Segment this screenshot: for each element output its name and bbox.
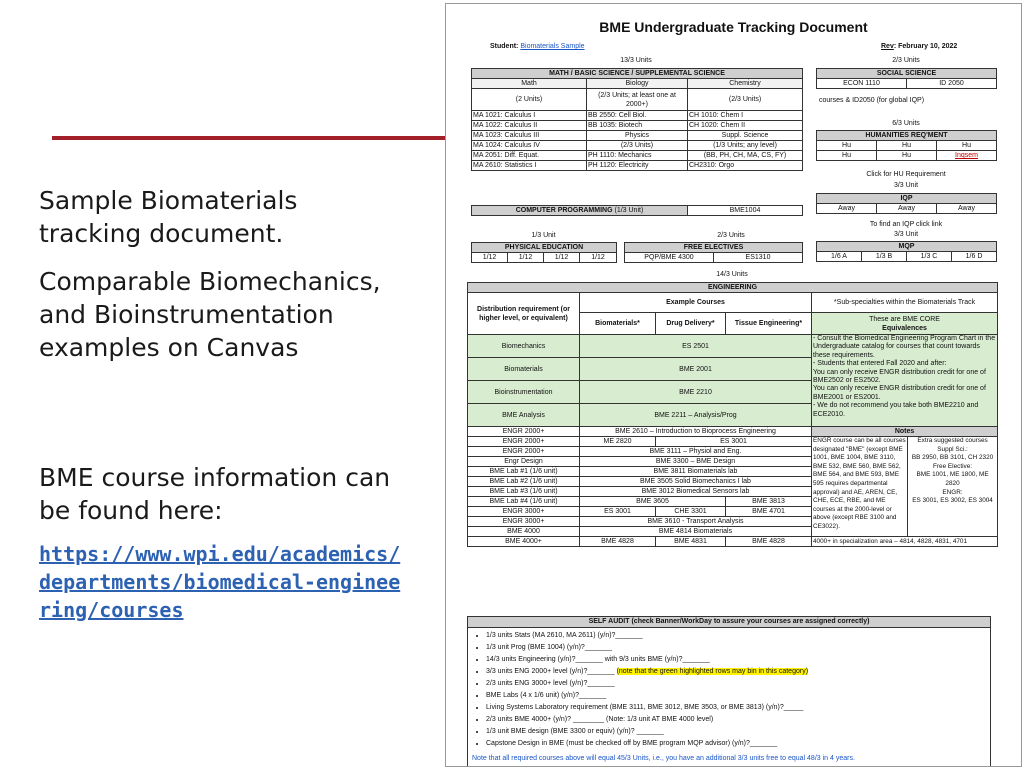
core-course: BME 2001: [580, 358, 812, 381]
audit-item: • 2/3 units BME 4000+ (y/n)? ________ (Note: 1/3 unit AT BME 4000 level): [486, 714, 990, 726]
eng-req: BME 4000+: [468, 537, 580, 547]
math-science-table: [471, 68, 803, 171]
pe-header: PHYSICAL EDUCATION: [472, 243, 617, 253]
eng-course: BME 4814 Biomaterials: [580, 527, 812, 537]
core-course: ES 2501: [580, 335, 812, 358]
audit-item: • Capstone Design in BME (must be checked off by BME program MQP advisor) (y/n)?_______: [486, 738, 990, 750]
social-units: 2/3 Units: [892, 57, 920, 64]
social-course: ECON 1110: [817, 79, 907, 89]
math-cell: MA 2610: Statistics I: [472, 161, 587, 171]
core-note: - Consult the Biomedical Engineering Program Chart in the Undergraduate catalog for courses that count towards these requirements. - Students that entered Fall 2020 and after: You can only receive ENGR distribution credit for one of BME2502 or ES2502. You can only receive ENGR distribution credit for one of BME2001 or ES2001. - We do not recommend you take both BME2210 and ECE2010.: [812, 335, 998, 427]
math-units: 13/3 Units: [620, 57, 652, 64]
math-cell: MA 1023: Calculus III: [472, 131, 587, 141]
extra-courses: Extra suggested courses Suppl Sci.: BB 2950, BB 3101, CH 2320 Free Elective: BME 1001, ME 1800, ME 2820 ENGR: ES 3001, ES 3002, ES 3004: [908, 437, 998, 537]
eng-course: BME 4831: [656, 537, 726, 547]
iqp-cell: Away: [877, 204, 937, 214]
audit-footer: Note that all required courses above will equal 45/3 Units, i.e., you have an additional 3/3 units free to equal 48/3 in 4 years.: [472, 755, 855, 762]
courses-link[interactable]: https://www.wpi.edu/academics/departments/biomedical-engineering/courses: [39, 542, 401, 622]
free-units: 2/3 Units: [717, 232, 745, 239]
sub-head-tissue: Tissue Engineering*: [726, 313, 812, 335]
core-label: These are BME CORE Equivalences: [812, 313, 998, 335]
engineering-header: ENGINEERING: [468, 283, 998, 293]
mqp-cell: 1/6 D: [952, 252, 997, 262]
core-area: BME Analysis: [468, 404, 580, 427]
col-head-math: Math: [472, 79, 587, 89]
pe-units: 1/3 Unit: [531, 232, 556, 239]
pe-cell: 1/12: [472, 253, 508, 263]
hu-cell: Hu: [877, 151, 937, 161]
mqp-units: 3/3 Unit: [893, 231, 919, 238]
audit-item: • 14/3 units Engineering (y/n)?_______ with 9/3 units BME (y/n)?_______: [486, 654, 990, 666]
eng-req: ENGR 2000+: [468, 447, 580, 457]
audit-header: SELF AUDIT (check Banner/WorkDay to assure your courses are assigned correctly): [468, 617, 990, 628]
chem-cell: CH 1010: Chem I: [688, 111, 803, 121]
audit-list: [486, 630, 990, 750]
highlight-note: (note that the green highlighted rows may bin in this category): [616, 668, 809, 675]
audit-item: • 3/3 units ENG 2000+ level (y/n)?_______ (note that the green highlighted rows may bin in this category): [486, 666, 990, 678]
engineering-units: 14/3 Units: [716, 271, 748, 278]
eng-course: BME 4701: [726, 507, 812, 517]
math-header: MATH / BASIC SCIENCE / SUPPLEMENTAL SCIENCE: [472, 69, 803, 79]
eng-req: ENGR 2000+: [468, 427, 580, 437]
eng-course: BME 3813: [726, 497, 812, 507]
eng-req: ENGR 3000+: [468, 517, 580, 527]
doc-title: BME Undergraduate Tracking Document: [599, 19, 868, 35]
notes-text: ENGR course can be all courses designated "BME" (except BME 1001, BME 1004, BME 3110, BME 532, BME 560, BME 562, BME 564, and BME 593, BME 595 requires departmental approval) and AE, AREN, CE, CHE, ECE, RBE, and ME courses at the 2000-level or above (except RBE 3100 and CE3022).: [812, 437, 908, 537]
pe-cell: 1/12: [508, 253, 544, 263]
programming-course: BME1004: [688, 206, 803, 216]
sub-head-drug: Drug Delivery*: [656, 313, 726, 335]
eng-course: BME 3111 – Physiol and Eng.: [580, 447, 812, 457]
free-electives-table: [624, 242, 803, 263]
tracking-document: [445, 3, 1022, 767]
free-cell: PQP/BME 4300: [625, 253, 714, 263]
physics-cell: PH 1120: Electricity: [587, 161, 688, 171]
eng-course: BME 4828: [580, 537, 656, 547]
math-cell: MA 1024: Calculus IV: [472, 141, 587, 151]
hu-cell: Hu: [937, 141, 997, 151]
audit-item: • Living Systems Laboratory requirement (BME 3111, BME 3012, BME 3503, or BME 3813) (y/n)?_____: [486, 702, 990, 714]
eng-course: BME 3300 – BME Design: [580, 457, 812, 467]
subspec-head: *Sub-specialties within the Biomaterials Track: [812, 293, 998, 313]
suppl-cell: (BB, PH, CH, MA, CS, FY): [688, 151, 803, 161]
mqp-cell: 1/3 C: [907, 252, 952, 262]
mqp-cell: 1/3 B: [862, 252, 907, 262]
eng-course: CHE 3301: [656, 507, 726, 517]
eng-req: BME Lab #2 (1/6 unit): [468, 477, 580, 487]
hu-cell: Hu: [877, 141, 937, 151]
pe-cell: 1/12: [544, 253, 580, 263]
iqp-units: 3/3 Unit: [893, 182, 919, 189]
chem-cell: CH2310: Orgo: [688, 161, 803, 171]
notes-header: Notes: [812, 427, 998, 437]
iqp-note: To find an IQP click link: [869, 221, 943, 228]
core-area: Biomaterials: [468, 358, 580, 381]
humanities-table: [816, 130, 997, 161]
mqp-header: MQP: [817, 242, 997, 252]
humanities-header: HUMANITIES REQ'MENT: [817, 131, 997, 141]
eng-course: BME 3012 Biomedical Sensors lab: [580, 487, 812, 497]
eng-req: BME 4000: [468, 527, 580, 537]
audit-item: • 1/3 unit BME design (BME 3300 or equiv) (y/n)? _______: [486, 726, 990, 738]
inqsem-cell: Inqsem: [937, 151, 997, 161]
hu-cell: Hu: [817, 141, 877, 151]
col-units-chemistry: (2/3 Units): [688, 89, 803, 111]
math-cell: MA 2051: Diff. Equat.: [472, 151, 587, 161]
core-course: BME 2211 – Analysis/Prog: [580, 404, 812, 427]
accent-divider: [52, 136, 447, 140]
eng-course: ME 2820: [580, 437, 656, 447]
rev-line: [881, 42, 957, 51]
audit-item: • 2/3 units ENG 3000+ level (y/n)?_______: [486, 678, 990, 690]
social-note: courses & ID2050 (for global IQP): [819, 97, 925, 104]
slide-heading-course-info: BME course information can be found here:: [39, 463, 391, 525]
eng-course: BME 3811 Biomaterials lab: [580, 467, 812, 477]
chem-cell: CH 1020: Chem II: [688, 121, 803, 131]
audit-item: • BME Labs (4 x 1/6 unit) (y/n)?_______: [486, 690, 990, 702]
self-audit: [467, 616, 991, 767]
core-course: BME 2210: [580, 381, 812, 404]
bio-cell: BB 2550: Cell Biol.: [587, 111, 688, 121]
audit-item: • 1/3 units Stats (MA 2610, MA 2611) (y/n)?_______: [486, 630, 990, 642]
eng-course: BME 3505 Solid Biomechanics I lab: [580, 477, 812, 487]
example-courses-head: Example Courses: [580, 293, 812, 313]
free-header: FREE ELECTIVES: [625, 243, 803, 253]
sub-head-biomaterials: Biomaterials*: [580, 313, 656, 335]
specialization-note: 4000+ in specialization area – 4814, 4828, 4831, 4701: [812, 537, 998, 547]
student-label: Student:: [490, 43, 519, 50]
math-cell: MA 1022: Calculus II: [472, 121, 587, 131]
col-head-biology: Biology: [587, 79, 688, 89]
col-units-math: (2 Units): [472, 89, 587, 111]
dist-req-head: Distribution requirement (or higher level, or equivalent): [468, 293, 580, 335]
programming-label: COMPUTER PROGRAMMING (1/3 Unit): [472, 206, 688, 216]
physics-units: (2/3 Units): [587, 141, 688, 151]
hu-cell: Hu: [817, 151, 877, 161]
social-course: ID 2050: [907, 79, 997, 89]
iqp-cell: Away: [817, 204, 877, 214]
slide-heading-comparable: Comparable Biomechanics, and Bioinstrumentation examples on Canvas: [39, 267, 381, 362]
eng-req: BME Lab #3 (1/6 unit): [468, 487, 580, 497]
mqp-table: [816, 241, 997, 262]
free-cell: ES1310: [714, 253, 803, 263]
eng-req: Engr Design: [468, 457, 580, 467]
core-area: Biomechanics: [468, 335, 580, 358]
iqp-cell: Away: [937, 204, 997, 214]
eng-course: BME 3605: [580, 497, 726, 507]
eng-course: BME 3610 - Transport Analysis: [580, 517, 812, 527]
suppl-units: (1/3 Units; any level): [688, 141, 803, 151]
math-cell: MA 1021: Calculus I: [472, 111, 587, 121]
eng-req: BME Lab #4 (1/6 unit): [468, 497, 580, 507]
eng-course: BME 4828: [726, 537, 812, 547]
engineering-table: [467, 282, 998, 547]
bio-cell: BB 1035: Biotech: [587, 121, 688, 131]
eng-course: ES 3001: [656, 437, 812, 447]
iqp-table: [816, 193, 997, 214]
eng-course: ES 3001: [580, 507, 656, 517]
physics-head: Physics: [587, 131, 688, 141]
pe-cell: 1/12: [580, 253, 617, 263]
eng-course: BME 2610 – Introduction to Bioprocess Engineering: [580, 427, 812, 437]
mqp-cell: 1/6 A: [817, 252, 862, 262]
col-head-chemistry: Chemistry: [688, 79, 803, 89]
humanities-units: 6/3 Units: [892, 120, 920, 127]
student-line: [490, 42, 585, 51]
core-area: Bioinstrumentation: [468, 381, 580, 404]
slide-heading-sample: Sample Biomaterials tracking document.: [39, 186, 298, 248]
eng-req: ENGR 3000+: [468, 507, 580, 517]
suppl-science-head: Suppl. Science: [688, 131, 803, 141]
eng-req: ENGR 2000+: [468, 437, 580, 447]
programming-table: [471, 205, 803, 216]
hu-requirement-note: Click for HU Requirement: [866, 171, 946, 178]
pe-table: [471, 242, 617, 263]
rev-label: Rev: [881, 43, 894, 50]
physics-cell: PH 1110: Mechanics: [587, 151, 688, 161]
student-value[interactable]: Biomaterials Sample: [520, 43, 585, 50]
rev-value: : February 10, 2022: [893, 43, 958, 50]
col-units-biology: (2/3 Units; at least one at 2000+): [587, 89, 688, 111]
iqp-header: IQP: [817, 194, 997, 204]
eng-req: BME Lab #1 (1/6 unit): [468, 467, 580, 477]
social-science-table: [816, 68, 997, 89]
audit-item: • 1/3 unit Prog (BME 1004) (y/n)?_______: [486, 642, 990, 654]
social-header: SOCIAL SCIENCE: [817, 69, 997, 79]
